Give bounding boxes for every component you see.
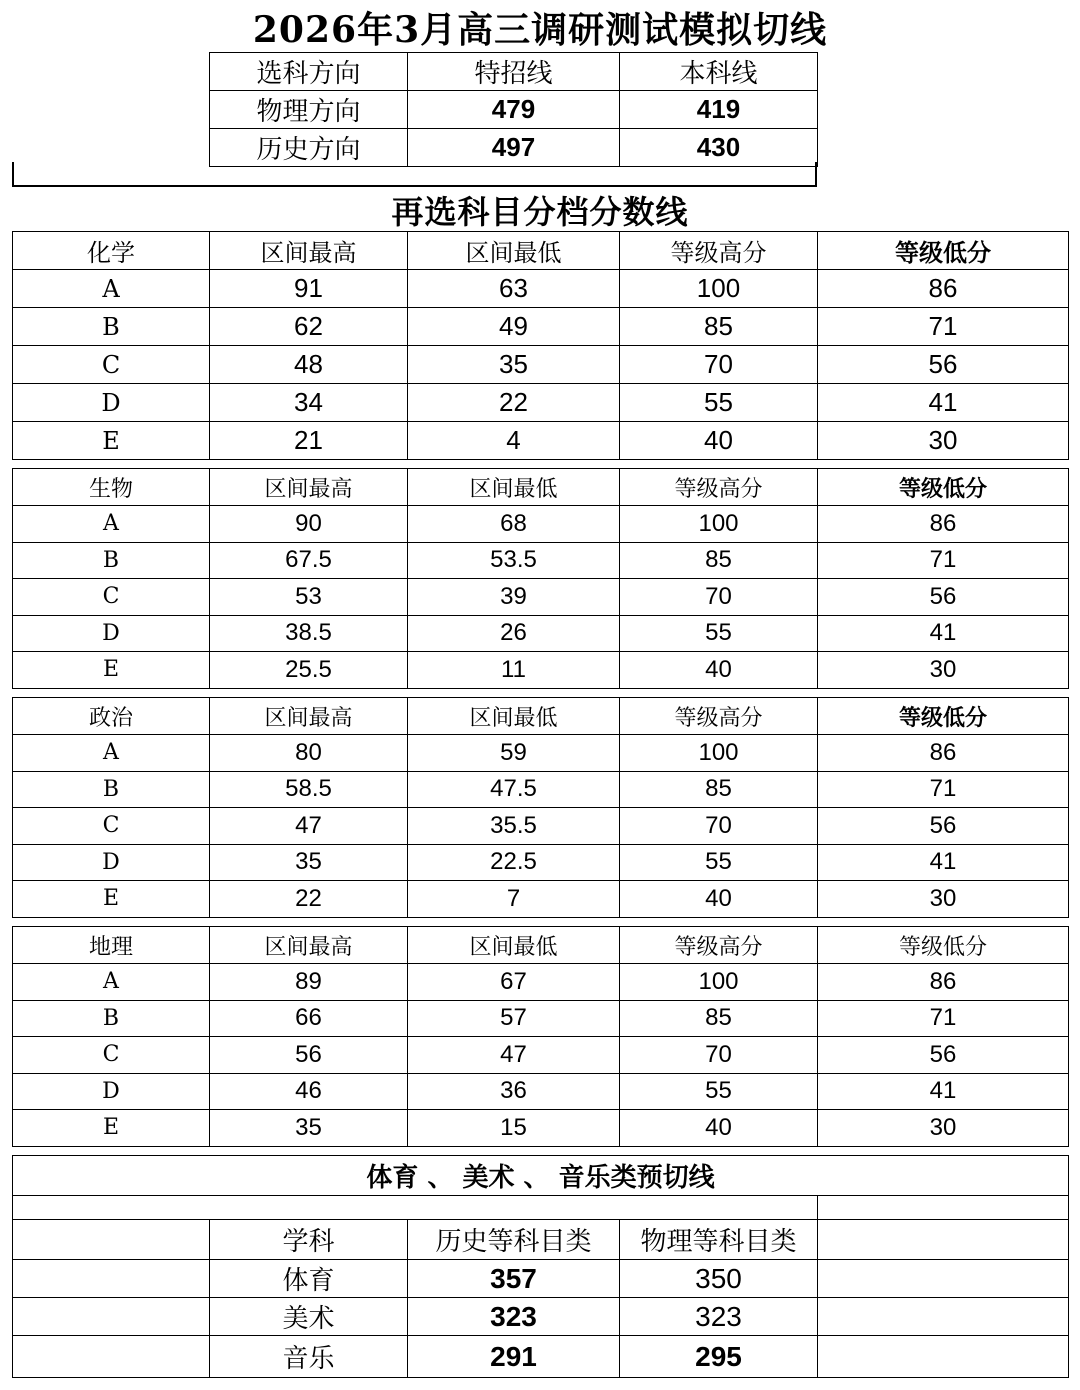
header-range-high: 区间最高 xyxy=(210,469,408,506)
range-high: 22 xyxy=(210,881,408,918)
subject-name: 政治 xyxy=(13,698,210,735)
grade-letter: B xyxy=(13,771,210,808)
level-low: 30 xyxy=(818,881,1069,918)
header-level-high: 等级高分 xyxy=(620,232,818,270)
subject-name: 地理 xyxy=(13,927,210,964)
header-level-high: 等级高分 xyxy=(620,927,818,964)
grade-letter: E xyxy=(13,881,210,918)
table-row xyxy=(13,422,1069,460)
level-low: 86 xyxy=(818,964,1069,1001)
empty-cell xyxy=(13,1196,818,1220)
table-row xyxy=(13,881,1069,918)
range-high: 58.5 xyxy=(210,771,408,808)
arts-spacer-row xyxy=(13,1196,1069,1220)
range-low: 22 xyxy=(408,384,620,422)
arts-table xyxy=(12,1155,1069,1378)
header-level-low: 等级低分 xyxy=(818,927,1069,964)
range-low: 35.5 xyxy=(408,808,620,845)
header-level-low: 等级低分 xyxy=(818,469,1069,506)
grade-letter: B xyxy=(13,1000,210,1037)
level-low: 30 xyxy=(818,1110,1069,1147)
subject-table-geography xyxy=(12,926,1069,1147)
table-row xyxy=(13,652,1069,689)
arts-title-row xyxy=(13,1156,1069,1196)
grade-header-row xyxy=(13,698,1069,735)
cutoff-header-row xyxy=(210,53,818,91)
level-high: 55 xyxy=(620,844,818,881)
arts-history-value: 323 xyxy=(408,1298,620,1336)
subject-table-biology xyxy=(12,468,1069,689)
subject-table-politics xyxy=(12,697,1069,918)
table-row xyxy=(13,506,1069,543)
range-high: 53 xyxy=(210,579,408,616)
arts-physics-value: 323 xyxy=(620,1298,818,1336)
grade-letter: D xyxy=(13,384,210,422)
grade-letter: C xyxy=(13,346,210,384)
range-high: 90 xyxy=(210,506,408,543)
range-high: 34 xyxy=(210,384,408,422)
level-low: 71 xyxy=(818,1000,1069,1037)
range-high: 35 xyxy=(210,1110,408,1147)
level-low: 71 xyxy=(818,771,1069,808)
table-row xyxy=(13,771,1069,808)
table-row xyxy=(13,735,1069,772)
header-range-low: 区间最低 xyxy=(408,232,620,270)
level-low: 86 xyxy=(818,735,1069,772)
table-row xyxy=(13,615,1069,652)
level-low: 41 xyxy=(818,615,1069,652)
table-row xyxy=(13,1110,1069,1147)
level-low: 56 xyxy=(818,1037,1069,1074)
level-low: 56 xyxy=(818,579,1069,616)
level-low: 30 xyxy=(818,422,1069,460)
range-low: 35 xyxy=(408,346,620,384)
level-low: 30 xyxy=(818,652,1069,689)
subject-name: 化学 xyxy=(13,232,210,270)
grade-letter: B xyxy=(13,308,210,346)
grade-header-row xyxy=(13,469,1069,506)
header-level-low: 等级低分 xyxy=(818,232,1069,270)
grade-letter: A xyxy=(13,964,210,1001)
table-row xyxy=(13,270,1069,308)
level-high: 55 xyxy=(620,384,818,422)
grade-letter: E xyxy=(13,422,210,460)
table-row xyxy=(13,1037,1069,1074)
divider-line xyxy=(12,185,817,187)
level-high: 100 xyxy=(620,964,818,1001)
grade-letter: C xyxy=(13,1037,210,1074)
level-high: 55 xyxy=(620,615,818,652)
level-low: 56 xyxy=(818,346,1069,384)
range-low: 47 xyxy=(408,1037,620,1074)
header-range-high: 区间最高 xyxy=(210,927,408,964)
table-row xyxy=(13,964,1069,1001)
range-low: 36 xyxy=(408,1073,620,1110)
grade-letter: E xyxy=(13,1110,210,1147)
arts-history-value: 357 xyxy=(408,1260,620,1298)
level-high: 70 xyxy=(620,579,818,616)
table-row xyxy=(13,1298,1069,1336)
range-high: 66 xyxy=(210,1000,408,1037)
empty-cell xyxy=(13,1336,210,1378)
grade-header-row xyxy=(13,927,1069,964)
arts-header-row xyxy=(13,1220,1069,1260)
arts-subject: 美术 xyxy=(210,1298,408,1336)
header-range-high: 区间最高 xyxy=(210,232,408,270)
grade-letter: B xyxy=(13,542,210,579)
cutoff-undergrad-value: 430 xyxy=(620,129,818,167)
level-high: 40 xyxy=(620,881,818,918)
range-high: 91 xyxy=(210,270,408,308)
table-row xyxy=(13,579,1069,616)
level-high: 70 xyxy=(620,1037,818,1074)
cutoff-table xyxy=(209,52,818,167)
range-low: 7 xyxy=(408,881,620,918)
level-low: 41 xyxy=(818,1073,1069,1110)
header-level-low: 等级低分 xyxy=(818,698,1069,735)
level-high: 100 xyxy=(620,506,818,543)
grade-letter: A xyxy=(13,735,210,772)
range-high: 46 xyxy=(210,1073,408,1110)
range-high: 47 xyxy=(210,808,408,845)
cutoff-special-value: 479 xyxy=(408,91,620,129)
empty-cell xyxy=(13,1260,210,1298)
level-high: 70 xyxy=(620,808,818,845)
table-row xyxy=(13,1336,1069,1378)
grade-letter: D xyxy=(13,615,210,652)
level-low: 41 xyxy=(818,844,1069,881)
range-high: 21 xyxy=(210,422,408,460)
range-low: 26 xyxy=(408,615,620,652)
empty-cell xyxy=(818,1196,1069,1220)
table-row xyxy=(13,308,1069,346)
grade-letter: D xyxy=(13,844,210,881)
range-high: 62 xyxy=(210,308,408,346)
cutoff-header-special: 特招线 xyxy=(408,53,620,91)
range-low: 15 xyxy=(408,1110,620,1147)
table-row xyxy=(13,1000,1069,1037)
table-row xyxy=(13,1260,1069,1298)
range-high: 48 xyxy=(210,346,408,384)
cutoff-row-history xyxy=(210,129,818,167)
range-low: 47.5 xyxy=(408,771,620,808)
arts-title: 体育 、 美术 、 音乐类预切线 xyxy=(13,1156,1069,1196)
range-low: 59 xyxy=(408,735,620,772)
range-low: 49 xyxy=(408,308,620,346)
level-low: 71 xyxy=(818,308,1069,346)
cutoff-header-undergrad: 本科线 xyxy=(620,53,818,91)
empty-cell xyxy=(13,1220,210,1260)
arts-subject: 体育 xyxy=(210,1260,408,1298)
range-high: 35 xyxy=(210,844,408,881)
grade-letter: C xyxy=(13,579,210,616)
range-high: 25.5 xyxy=(210,652,408,689)
divider-line xyxy=(12,162,14,186)
arts-header-physics: 物理等科目类 xyxy=(620,1220,818,1260)
level-high: 100 xyxy=(620,270,818,308)
divider-line xyxy=(815,162,817,186)
header-range-low: 区间最低 xyxy=(408,469,620,506)
table-row xyxy=(13,542,1069,579)
arts-history-value: 291 xyxy=(408,1336,620,1378)
subject-table-chemistry xyxy=(12,231,1069,460)
table-row xyxy=(13,1073,1069,1110)
range-low: 39 xyxy=(408,579,620,616)
range-low: 4 xyxy=(408,422,620,460)
level-high: 40 xyxy=(620,422,818,460)
level-high: 85 xyxy=(620,1000,818,1037)
range-low: 63 xyxy=(408,270,620,308)
range-high: 89 xyxy=(210,964,408,1001)
header-range-high: 区间最高 xyxy=(210,698,408,735)
table-row xyxy=(13,384,1069,422)
cutoff-header-direction: 选科方向 xyxy=(210,53,408,91)
range-low: 68 xyxy=(408,506,620,543)
range-low: 11 xyxy=(408,652,620,689)
level-high: 40 xyxy=(620,652,818,689)
level-high: 100 xyxy=(620,735,818,772)
grade-letter: C xyxy=(13,808,210,845)
subject-name: 生物 xyxy=(13,469,210,506)
cutoff-special-value: 497 xyxy=(408,129,620,167)
cutoff-row-physics xyxy=(210,91,818,129)
level-low: 86 xyxy=(818,270,1069,308)
empty-cell xyxy=(818,1260,1069,1298)
cutoff-direction: 物理方向 xyxy=(210,91,408,129)
header-level-high: 等级高分 xyxy=(620,698,818,735)
empty-cell xyxy=(818,1336,1069,1378)
empty-cell xyxy=(818,1220,1069,1260)
level-high: 40 xyxy=(620,1110,818,1147)
level-high: 70 xyxy=(620,346,818,384)
table-row xyxy=(13,346,1069,384)
cutoff-undergrad-value: 419 xyxy=(620,91,818,129)
level-high: 85 xyxy=(620,542,818,579)
range-high: 67.5 xyxy=(210,542,408,579)
range-low: 57 xyxy=(408,1000,620,1037)
page-title: 2026年3月高三调研测试模拟切线 xyxy=(252,9,828,51)
range-low: 67 xyxy=(408,964,620,1001)
level-low: 41 xyxy=(818,384,1069,422)
grade-letter: E xyxy=(13,652,210,689)
range-low: 22.5 xyxy=(408,844,620,881)
empty-cell xyxy=(818,1298,1069,1336)
arts-physics-value: 350 xyxy=(620,1260,818,1298)
table-row xyxy=(13,808,1069,845)
header-range-low: 区间最低 xyxy=(408,698,620,735)
grade-header-row xyxy=(13,232,1069,270)
range-high: 80 xyxy=(210,735,408,772)
range-high: 38.5 xyxy=(210,615,408,652)
table-row xyxy=(13,844,1069,881)
grade-letter: A xyxy=(13,270,210,308)
level-low: 71 xyxy=(818,542,1069,579)
arts-header-subject: 学科 xyxy=(210,1220,408,1260)
grade-section-title: 再选科目分档分数线 xyxy=(391,193,689,231)
header-range-low: 区间最低 xyxy=(408,927,620,964)
level-low: 86 xyxy=(818,506,1069,543)
arts-header-history: 历史等科目类 xyxy=(408,1220,620,1260)
range-low: 53.5 xyxy=(408,542,620,579)
level-high: 85 xyxy=(620,771,818,808)
level-low: 56 xyxy=(818,808,1069,845)
arts-subject: 音乐 xyxy=(210,1336,408,1378)
level-high: 55 xyxy=(620,1073,818,1110)
header-level-high: 等级高分 xyxy=(620,469,818,506)
arts-physics-value: 295 xyxy=(620,1336,818,1378)
cutoff-direction: 历史方向 xyxy=(210,129,408,167)
range-high: 56 xyxy=(210,1037,408,1074)
grade-letter: D xyxy=(13,1073,210,1110)
grade-letter: A xyxy=(13,506,210,543)
empty-cell xyxy=(13,1298,210,1336)
level-high: 85 xyxy=(620,308,818,346)
